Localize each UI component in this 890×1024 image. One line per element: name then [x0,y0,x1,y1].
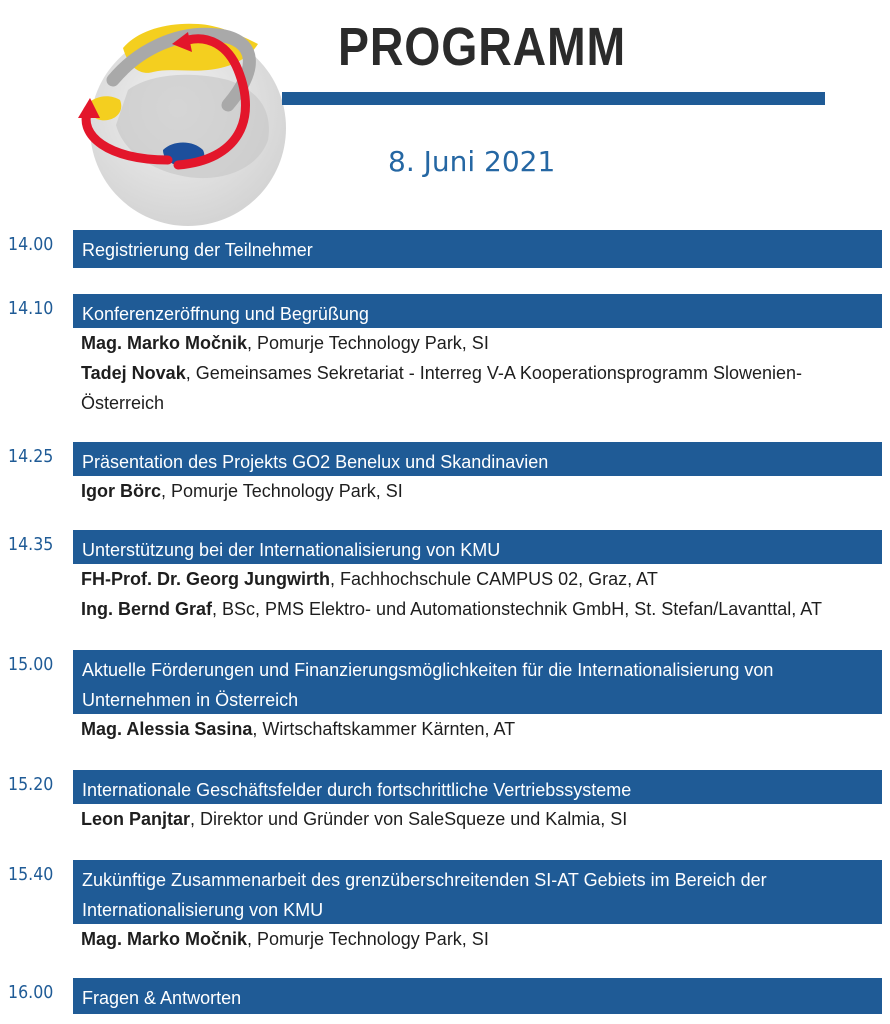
agenda-title: Internationale Geschäftsfelder durch fortschrittliche Vertriebssysteme [73,770,882,804]
europe-map-arrows-logo-icon [68,10,293,230]
speaker-name: Igor Börc [81,481,162,501]
speaker-name: Tadej Novak [81,363,186,383]
speaker-detail: , Direktor und Gründer von SaleSqueze und Kalmia, SI [190,809,628,829]
speaker-line [81,594,871,624]
agenda-time: 15.40 [8,864,54,885]
speaker-name: Mag. Marko Močnik [81,929,248,949]
speaker-line [81,714,871,744]
agenda-time: 15.00 [8,654,54,675]
event-date: 8. Juni 2021 [388,145,556,178]
speaker-line [81,924,871,954]
speaker-name: Leon Panjtar [81,809,191,829]
agenda-time: 14.10 [8,298,54,319]
speaker-detail: , Fachhochschule CAMPUS 02, Graz, AT [330,569,658,589]
speaker-detail: , Pomurje Technology Park, SI [247,333,489,353]
agenda-title: Fragen & Antworten [73,978,882,1014]
agenda-time: 15.20 [8,774,54,795]
agenda-time: 14.00 [8,234,54,255]
speaker-line [81,358,871,418]
agenda-title: Zukünftige Zusammenarbeit des grenzüberschreitenden SI-AT Gebiets im Bereich der Internationalisierung von KMU [73,860,882,924]
title-divider [282,92,825,105]
agenda-title: Unterstützung bei der Internationalisierung von KMU [73,530,882,564]
speaker-line [81,476,871,506]
page-title: PROGRAMM [338,17,627,77]
speaker-detail: , Pomurje Technology Park, SI [161,481,403,501]
speaker-detail: , Gemeinsames Sekretariat - Interreg V-A Kooperationsprogramm Slowenien-Österreich [81,363,802,413]
agenda-time: 14.35 [8,534,54,555]
speaker-line [81,804,871,834]
speaker-line [81,564,871,594]
agenda-time: 16.00 [8,982,54,1003]
agenda-title: Konferenzeröffnung und Begrüßung [73,294,882,328]
speaker-detail: , Pomurje Technology Park, SI [247,929,489,949]
speaker-detail: , Wirtschaftskammer Kärnten, AT [252,719,516,739]
agenda-time: 14.25 [8,446,54,467]
agenda-title: Aktuelle Förderungen und Finanzierungsmöglichkeiten für die Internationalisierung von Unternehmen in Österreich [73,650,882,714]
speaker-line [81,328,871,358]
speaker-name: FH-Prof. Dr. Georg Jungwirth [81,569,331,589]
agenda-title: Registrierung der Teilnehmer [73,230,882,268]
speaker-name: Mag. Marko Močnik [81,333,248,353]
agenda-title: Präsentation des Projekts GO2 Benelux und Skandinavien [73,442,882,476]
speaker-name: Mag. Alessia Sasina [81,719,253,739]
speaker-detail: , BSc, PMS Elektro- und Automationstechnik GmbH, St. Stefan/Lavanttal, AT [212,599,822,619]
speaker-name: Ing. Bernd Graf [81,599,213,619]
